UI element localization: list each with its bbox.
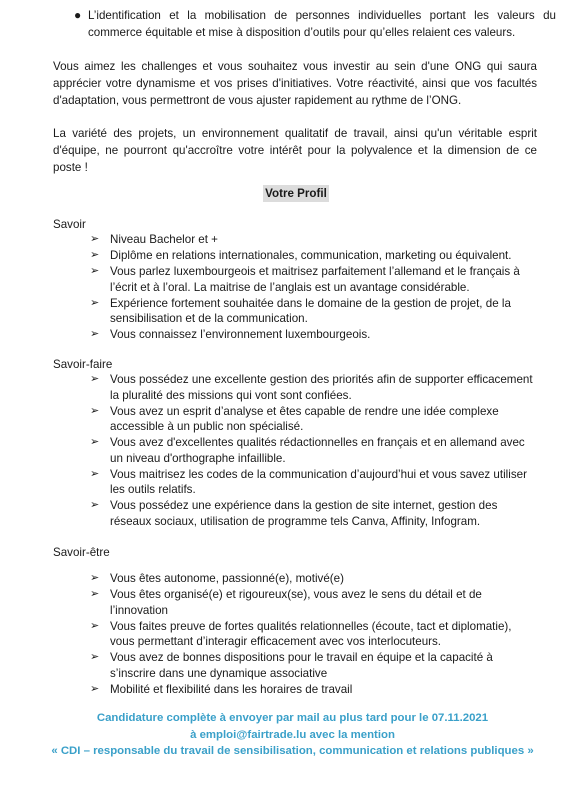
list-item: ➢ Vous connaissez l’environnement luxembourgeois. <box>90 328 371 341</box>
list-item: ➢ Niveau Bachelor et + <box>90 233 218 246</box>
arrow-bullet-icon: ➢ <box>90 373 100 385</box>
arrow-bullet-icon: ➢ <box>90 588 100 600</box>
application-email: à emploi@fairtrade.lu avec la mention <box>190 729 395 741</box>
list-item: ➢ Vous maitrisez les codes de la communication d’aujourd’hui et vous savez utiliser les outils relatifs. <box>90 467 527 496</box>
application-deadline: Candidature complète à envoyer par mail au plus tard pour le 07.11.2021 <box>96 712 489 724</box>
list-item: ➢ Mobilité et flexibilité dans les horaires de travail <box>90 682 353 696</box>
arrow-bullet-icon: ➢ <box>90 265 100 277</box>
arrow-bullet-icon: ➢ <box>90 651 100 663</box>
list-item: ➢ Vous parlez luxembourgeois et maitrisez parfaitement l’allemand et le français à l’écrit et à l’oral. La maitrise de l’anglais est un avantage considérable. <box>90 265 520 294</box>
paragraph-variety: La variété des projets, un environnement qualitatif de travail, ainsi qu'un véritable esprit d'équipe, ne pourront qu'accroître votre intérêt pour la polyvalence et la dimension de ce poste ! <box>53 127 537 174</box>
bullet-dot-icon: ● <box>74 8 82 22</box>
arrow-bullet-icon: ➢ <box>90 233 100 245</box>
arrow-bullet-icon: ➢ <box>90 619 100 632</box>
arrow-bullet-icon: ➢ <box>90 467 100 480</box>
application-subject: « CDI – responsable du travail de sensibilisation, communication et relations publiques » <box>51 745 534 757</box>
section-title-savoir-faire: Savoir-faire <box>53 358 113 371</box>
savoir-list <box>90 232 538 343</box>
savoir-faire-list <box>90 372 538 530</box>
arrow-bullet-icon: ➢ <box>90 572 100 584</box>
section-title-savoir: Savoir <box>53 218 86 231</box>
list-item: ➢ Vous possédez une excellente gestion des priorités afin de supporter efficacement la pluralité des missions qui vont sont confiées. <box>90 373 533 402</box>
profile-heading: Votre Profil <box>263 185 329 202</box>
section-title-savoir-etre: Savoir-être <box>53 546 110 559</box>
list-item: ➢ Vous êtes autonome, passionné(e), motivé(e) <box>90 572 344 585</box>
list-item: ➢ Diplôme en relations internationales, communication, marketing ou équivalent. <box>90 249 512 262</box>
list-item: ➢ Vous faites preuve de fortes qualités relationnelles (écoute, tact et diplomatie), vous permettant d’interagir efficacement avec vos interlocuteurs. <box>90 619 512 648</box>
intro-bullet-text: L’identification et la mobilisation de personnes individuelles portant les valeurs du commerce équitable et mise à disposition d’outils pour qu’elles relaient ces valeurs. <box>88 9 556 39</box>
arrow-bullet-icon: ➢ <box>90 404 100 417</box>
list-item: ➢ Vous êtes organisé(e) et rigoureux(se), vous avez le sens du détail et de l’innovation <box>90 588 482 617</box>
arrow-bullet-icon: ➢ <box>90 499 100 511</box>
paragraph-challenges: Vous aimez les challenges et vous souhaitez vous investir au sein d'une ONG qui saura apprécier votre dynamisme et vos prises d'initiatives. Votre réactivité, ainsi que vos facultés d'adaptation, vous permettront de vous ajuster rapidement au rythme de l’ONG. <box>53 60 537 107</box>
list-item: ➢ Vous avez de bonnes dispositions pour le travail en équipe et la capacité à s’inscrire dans une dynamique associative <box>90 651 493 680</box>
arrow-bullet-icon: ➢ <box>90 682 100 695</box>
arrow-bullet-icon: ➢ <box>90 328 100 340</box>
list-item: ➢ Expérience fortement souhaitée dans le domaine de la gestion de projet, de la sensibilisation et de la communication. <box>90 296 511 325</box>
arrow-bullet-icon: ➢ <box>90 296 100 309</box>
savoir-etre-list <box>90 571 538 698</box>
arrow-bullet-icon: ➢ <box>90 249 100 261</box>
list-item: ➢ Vous avez d'excellentes qualités rédactionnelles en français et en allemand avec un niveau d'orthographe infaillible. <box>90 436 525 465</box>
arrow-bullet-icon: ➢ <box>90 436 100 448</box>
list-item: ➢ Vous avez un esprit d’analyse et êtes capable de rendre une idée complexe accessible à un public non spécialisé. <box>90 404 499 433</box>
list-item: ➢ Vous possédez une expérience dans la gestion de site internet, gestion des réseaux sociaux, utilisation de programme tels Canva, Affinity, Infogram. <box>90 499 498 528</box>
